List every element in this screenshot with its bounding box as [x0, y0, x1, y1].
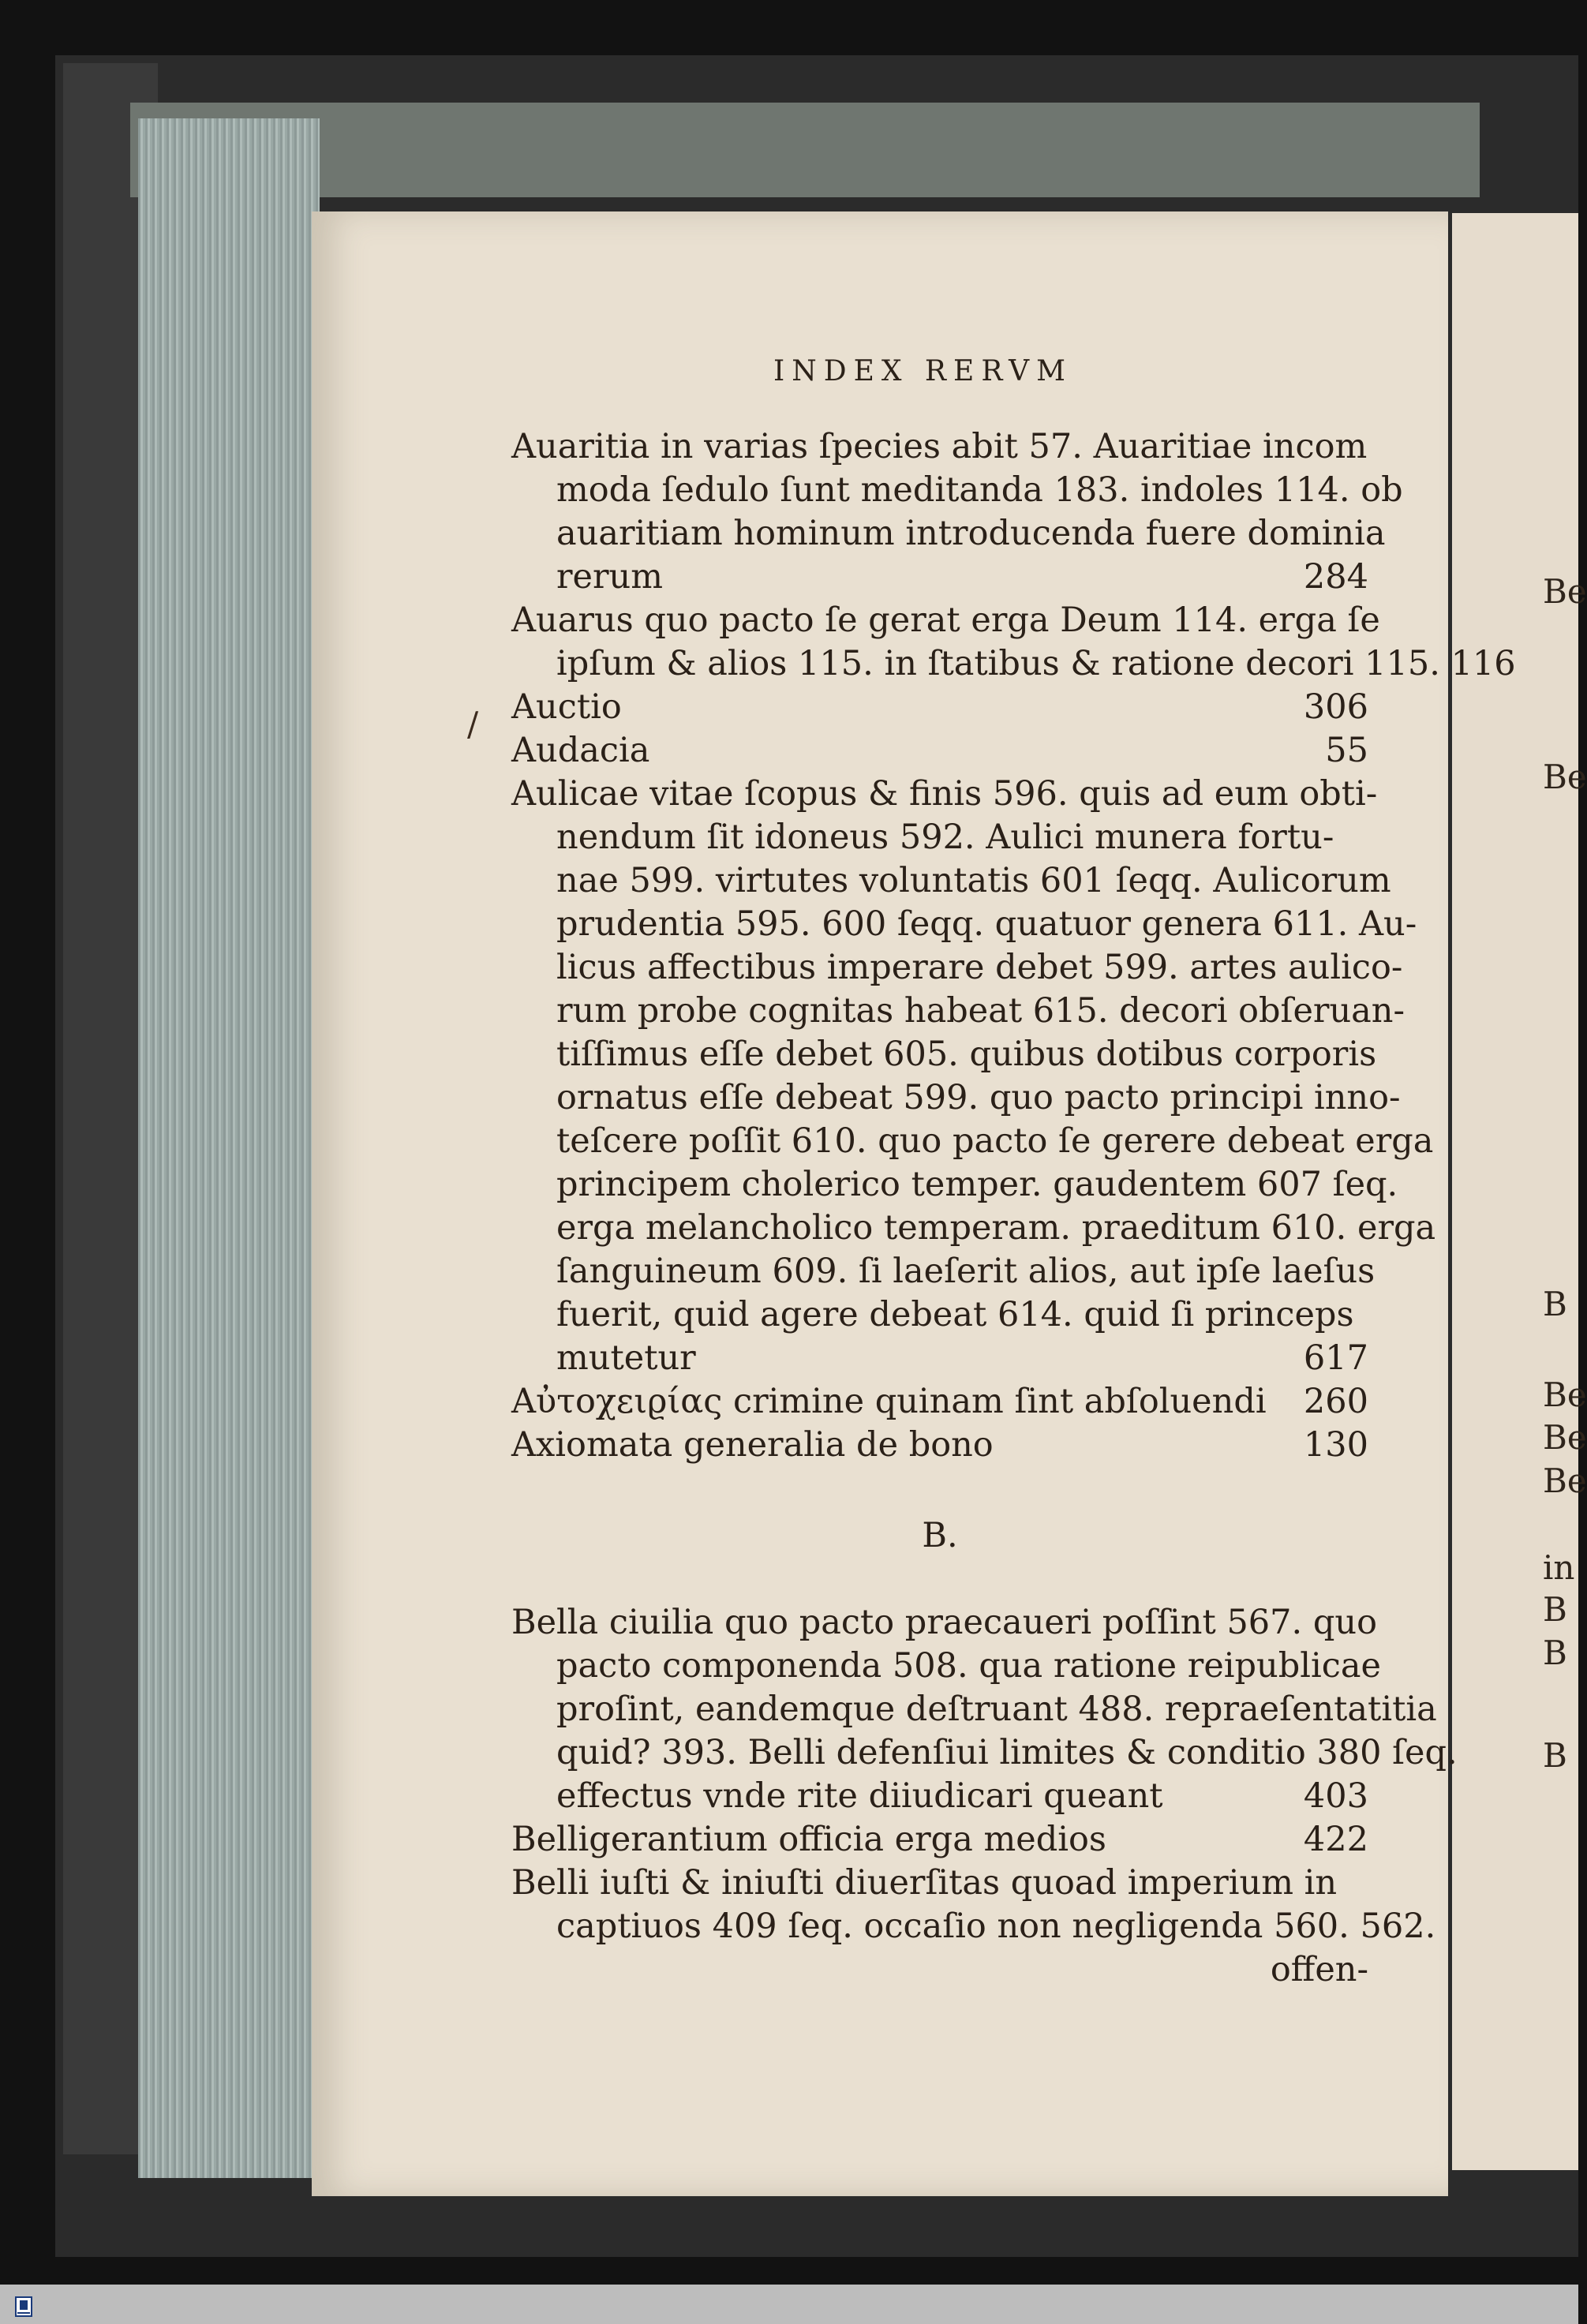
index-line: teſcere poſſit 610. quo pacto ſe gerere debeat erga [556, 1121, 1434, 1161]
index-line: Axiomata generalia de bono 130 [511, 1425, 1368, 1465]
page-fore-edge [138, 118, 320, 2178]
index-line: Αὐτοχειϱίας crimine quinam ſint abſoluendi 260 [511, 1382, 1368, 1421]
margin-mark: / [467, 705, 479, 743]
index-line: mutetur 617 [556, 1338, 1368, 1378]
catchword: offen- [1270, 1950, 1368, 1989]
index-line: fuerit, quid agere debeat 614. quid ſi princeps [556, 1295, 1354, 1334]
index-line: Aulicae vitae ſcopus & finis 596. quis ad eum obti- [511, 774, 1378, 814]
page-stack-top [130, 103, 1480, 197]
index-line: moda ſedulo ſunt meditanda 183. indoles 114. ob [556, 470, 1403, 510]
index-line: ipſum & alios 115. in ſtatibus & ratione decori 115. 116 [556, 644, 1516, 683]
facing-page [1452, 213, 1578, 2170]
index-line: tiſſimus eſſe debet 605. quibus dotibus corporis [556, 1035, 1377, 1074]
index-line: quid? 393. Belli defenſiui limites & conditio 380 ſeq. [556, 1733, 1458, 1772]
index-line: Audacia 55 [511, 731, 1368, 770]
viewer-footer-bar [0, 2285, 1578, 2324]
index-line: captiuos 409 ſeq. occaſio non negligenda 560. 562. [556, 1907, 1436, 1946]
facing-page-fragment: Be [1543, 758, 1587, 796]
page-header: INDEX RERVM [773, 355, 1073, 387]
index-line: Auarus quo pacto ſe gerat erga Deum 114. erga ſe [511, 601, 1380, 640]
index-line: Bella ciuilia quo pacto praecaueri poſſint 567. quo [511, 1603, 1377, 1642]
index-line: auaritiam hominum introducenda fuere dominia [556, 514, 1386, 553]
facing-page-fragment: B [1543, 1590, 1567, 1629]
index-line: erga melancholico temperam. praeditum 610. erga [556, 1208, 1436, 1248]
facing-page-fragment: B [1543, 1634, 1567, 1672]
index-line: Auctio 306 [511, 687, 1368, 727]
index-line: rerum 284 [556, 557, 1368, 597]
index-line: licus affectibus imperare debet 599. artes aulico- [556, 948, 1403, 987]
library-logo-icon [9, 2292, 38, 2321]
index-line: principem cholerico temper. gaudentem 607 ſeq. [556, 1165, 1398, 1204]
index-line: rum probe cognitas habeat 615. decori obſeruan- [556, 991, 1405, 1031]
index-line: effectus vnde rite diiudicari queant 403 [556, 1776, 1368, 1816]
index-line: nae 599. virtutes voluntatis 601 ſeqq. Aulicorum [556, 861, 1391, 900]
facing-page-fragment: B [1543, 1736, 1567, 1775]
index-line: pacto componenda 508. qua ratione reipublicae [556, 1646, 1381, 1686]
facing-page-fragment: Be [1543, 572, 1587, 611]
index-line: Belli iuſti & iniuſti diuerſitas quoad imperium in [511, 1863, 1338, 1903]
index-line: ſanguineum 609. ſi laeſerit alios, aut ipſe laeſus [556, 1252, 1376, 1291]
index-line: proſint, eandemque deſtruant 488. repraeſentatitia [556, 1690, 1437, 1729]
facing-page-fragment: in [1543, 1548, 1575, 1587]
index-line: Belligerantium officia erga medios 422 [511, 1820, 1368, 1859]
index-line: Auaritia in varias ſpecies abit 57. Auaritiae incom [511, 427, 1368, 466]
facing-page-fragment: B [1543, 1285, 1567, 1323]
facing-page-fragment: Be [1543, 1418, 1587, 1457]
facing-page-fragment: Be [1543, 1375, 1587, 1414]
index-line: prudentia 595. 600 ſeqq. quatuor genera 611. Au- [556, 904, 1417, 944]
section-letter: B. [922, 1516, 958, 1555]
index-line: nendum ſit idoneus 592. Aulici munera fortu- [556, 818, 1334, 857]
facing-page-fragment: Be [1543, 1461, 1587, 1500]
index-line: ornatus eſſe debeat 599. quo pacto principi inno- [556, 1078, 1401, 1117]
